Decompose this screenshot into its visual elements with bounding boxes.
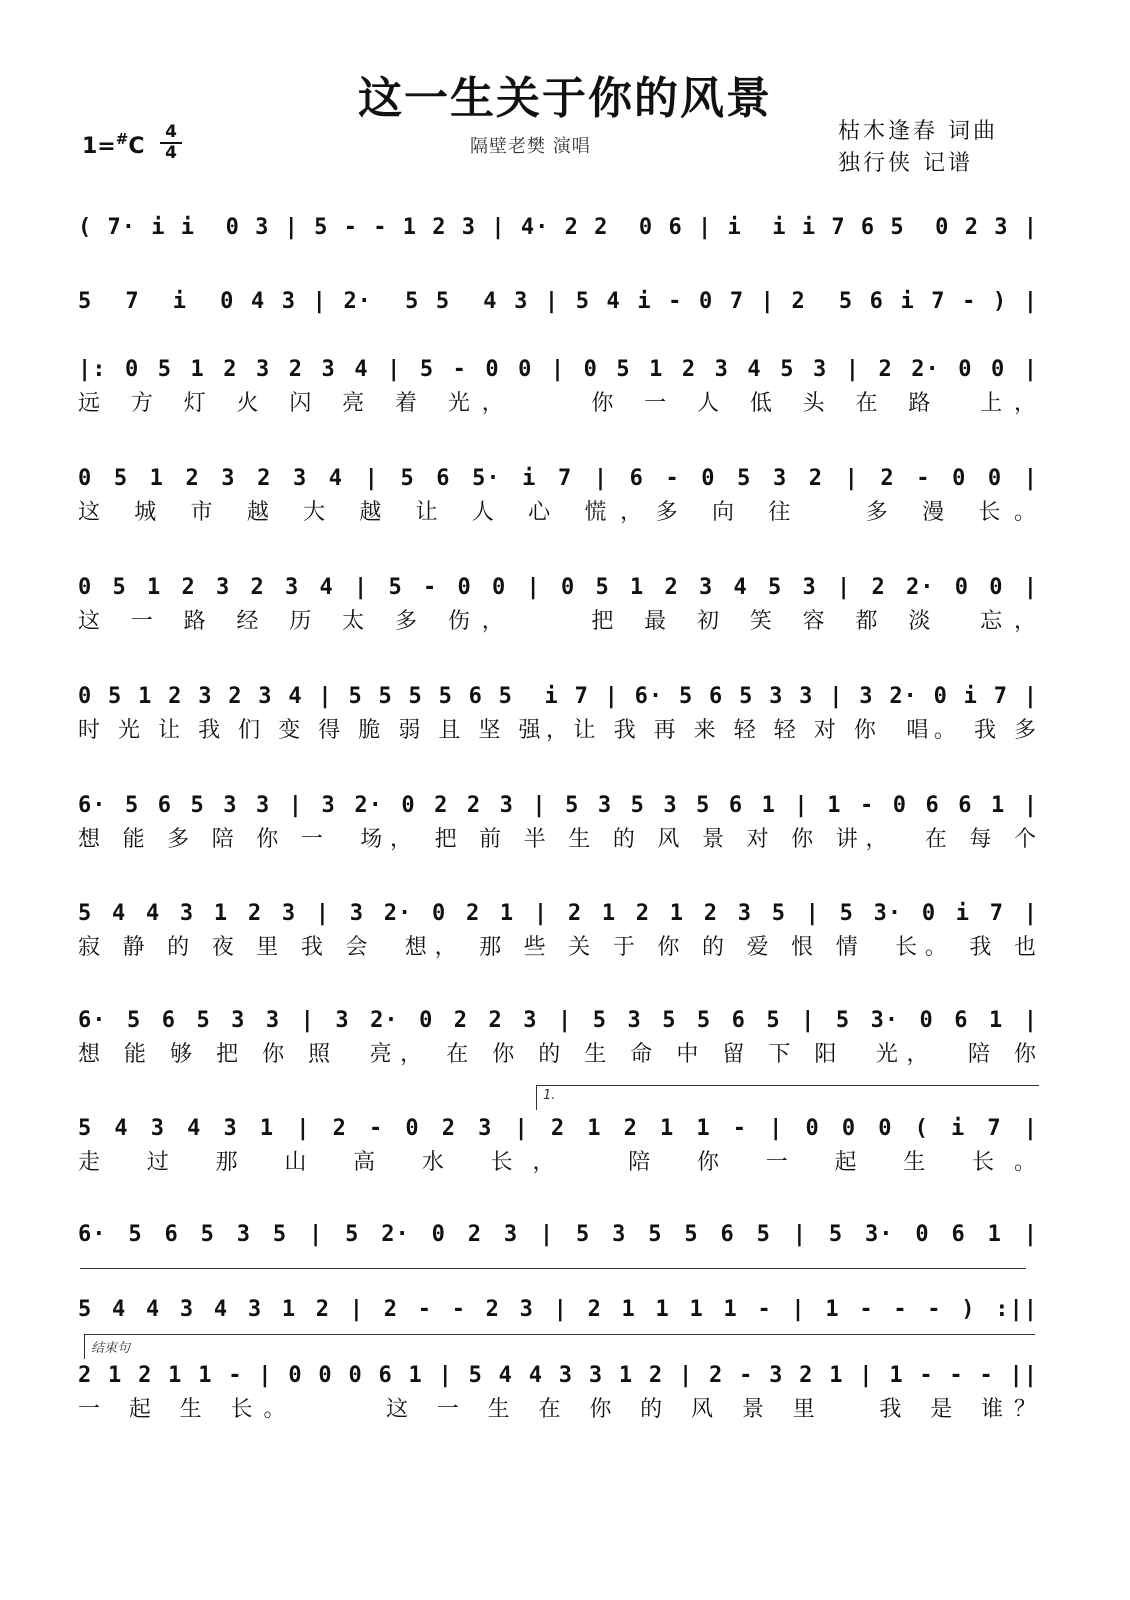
lyric-line: 寂 静 的 夜 里 我 会 想， 那 些 关 于 你 的 爱 恨 情 长。 我 也 [78,935,1038,960]
first-ending-label: 1. [543,1088,556,1103]
notation-line: 5 4 4 3 4 3 1 2 | 2 - - 2 3 | 2 1 1 1 1 - | 1 - - - ) :|| [78,1297,1038,1322]
key-signature [82,130,144,159]
score-system-6 [78,679,1038,747]
score-system-5 [78,570,1038,638]
transcriber-credit: 独行侠 记谱 [838,151,973,176]
score-system-9 [78,1003,1038,1071]
lyric-line: 走 过 那 山 高 水 长， 陪 你 一 起 生 长。 [78,1150,1038,1175]
lyric-line: 时 光 让 我 们 变 得 脆 弱 且 坚 强，让 我 再 来 轻 轻 对 你 唱。 我 多 [78,718,1038,743]
first-ending-bracket [536,1085,1039,1110]
notation-line: 0 5 1 2 3 2 3 4 | 5 5 5 5 6 5 i 7 | 6· 5 6 5 3 3 | 3 2· 0 i 7 | [78,684,1038,709]
score-system-13 [78,1358,1038,1426]
lyric-line: 这 一 路 经 历 太 多 伤， 把 最 初 笑 容 都 淡 忘， [78,609,1038,634]
notation-line: 6· 5 6 5 3 3 | 3 2· 0 2 2 3 | 5 3 5 5 6 5 | 5 3· 0 6 1 | [78,1008,1038,1033]
sharp-sign: # [115,130,129,148]
key-prefix: 1= [82,134,116,159]
notation-line: ( 7· i i 0 3 | 5 - - 1 2 3 | 4· 2 2 0 6 | i i i 7 6 5 0 2 3 | [78,215,1038,240]
second-ending-bracket-line [80,1268,1026,1269]
score-system-1 [78,210,1038,246]
score-system-11 [78,1217,1038,1253]
ending-phrase-bracket [84,1334,1035,1359]
key-note: C [128,134,145,159]
time-signature [160,124,182,162]
notation-line: 0 5 1 2 3 2 3 4 | 5 - 0 0 | 0 5 1 2 3 4 5 3 | 2 2· 0 0 | [78,575,1038,600]
score-system-2 [78,284,1038,320]
notation-line: 2 1 2 1 1 - | 0 0 0 6 1 | 5 4 4 3 3 1 2 | 2 - 3 2 1 | 1 - - - || [78,1363,1038,1388]
time-bottom: 4 [165,143,177,163]
score-system-4 [78,461,1038,529]
score-system-12 [78,1292,1038,1328]
ending-phrase-label: 结束句 [91,1341,131,1356]
lyricist-composer-credit: 枯木逢春 词曲 [838,119,998,144]
lyric-line: 远 方 灯 火 闪 亮 着 光， 你 一 人 低 头 在 路 上， [78,391,1038,416]
song-title: 这一生关于你的风景 [358,73,772,124]
lyric-line: 一 起 生 长。 这 一 生 在 你 的 风 景 里 我 是 谁？ [78,1397,1038,1422]
score-system-7 [78,788,1038,856]
notation-line: 5 4 3 4 3 1 | 2 - 0 2 3 | 2 1 2 1 1 - | 0 0 0 ( i 7 | [78,1116,1038,1141]
notation-line: 5 7 i 0 4 3 | 2· 5 5 4 3 | 5 4 i - 0 7 | 2 5 6 i 7 - ) | [78,289,1038,314]
score-system-3 [78,352,1038,420]
score-system-10 [78,1111,1038,1179]
score-system-8 [78,896,1038,964]
notation-line: 5 4 4 3 1 2 3 | 3 2· 0 2 1 | 2 1 2 1 2 3 5 | 5 3· 0 i 7 | [78,901,1038,926]
notation-line: |: 0 5 1 2 3 2 3 4 | 5 - 0 0 | 0 5 1 2 3 4 5 3 | 2 2· 0 0 | [78,357,1038,382]
lyric-line: 这 城 市 越 大 越 让 人 心 慌，多 向 往 多 漫 长。 [78,500,1038,525]
performer-credit: 隔壁老樊 演唱 [470,136,591,157]
lyric-line: 想 能 多 陪 你 一 场， 把 前 半 生 的 风 景 对 你 讲， 在 每 个 [78,827,1038,852]
time-top: 4 [165,122,177,142]
notation-line: 6· 5 6 5 3 5 | 5 2· 0 2 3 | 5 3 5 5 6 5 | 5 3· 0 6 1 | [78,1222,1038,1247]
lyric-line: 想 能 够 把 你 照 亮， 在 你 的 生 命 中 留 下 阳 光， 陪 你 [78,1042,1038,1067]
notation-line: 0 5 1 2 3 2 3 4 | 5 6 5· i 7 | 6 - 0 5 3 2 | 2 - 0 0 | [78,466,1038,491]
notation-line: 6· 5 6 5 3 3 | 3 2· 0 2 2 3 | 5 3 5 3 5 6 1 | 1 - 0 6 6 1 | [78,793,1038,818]
